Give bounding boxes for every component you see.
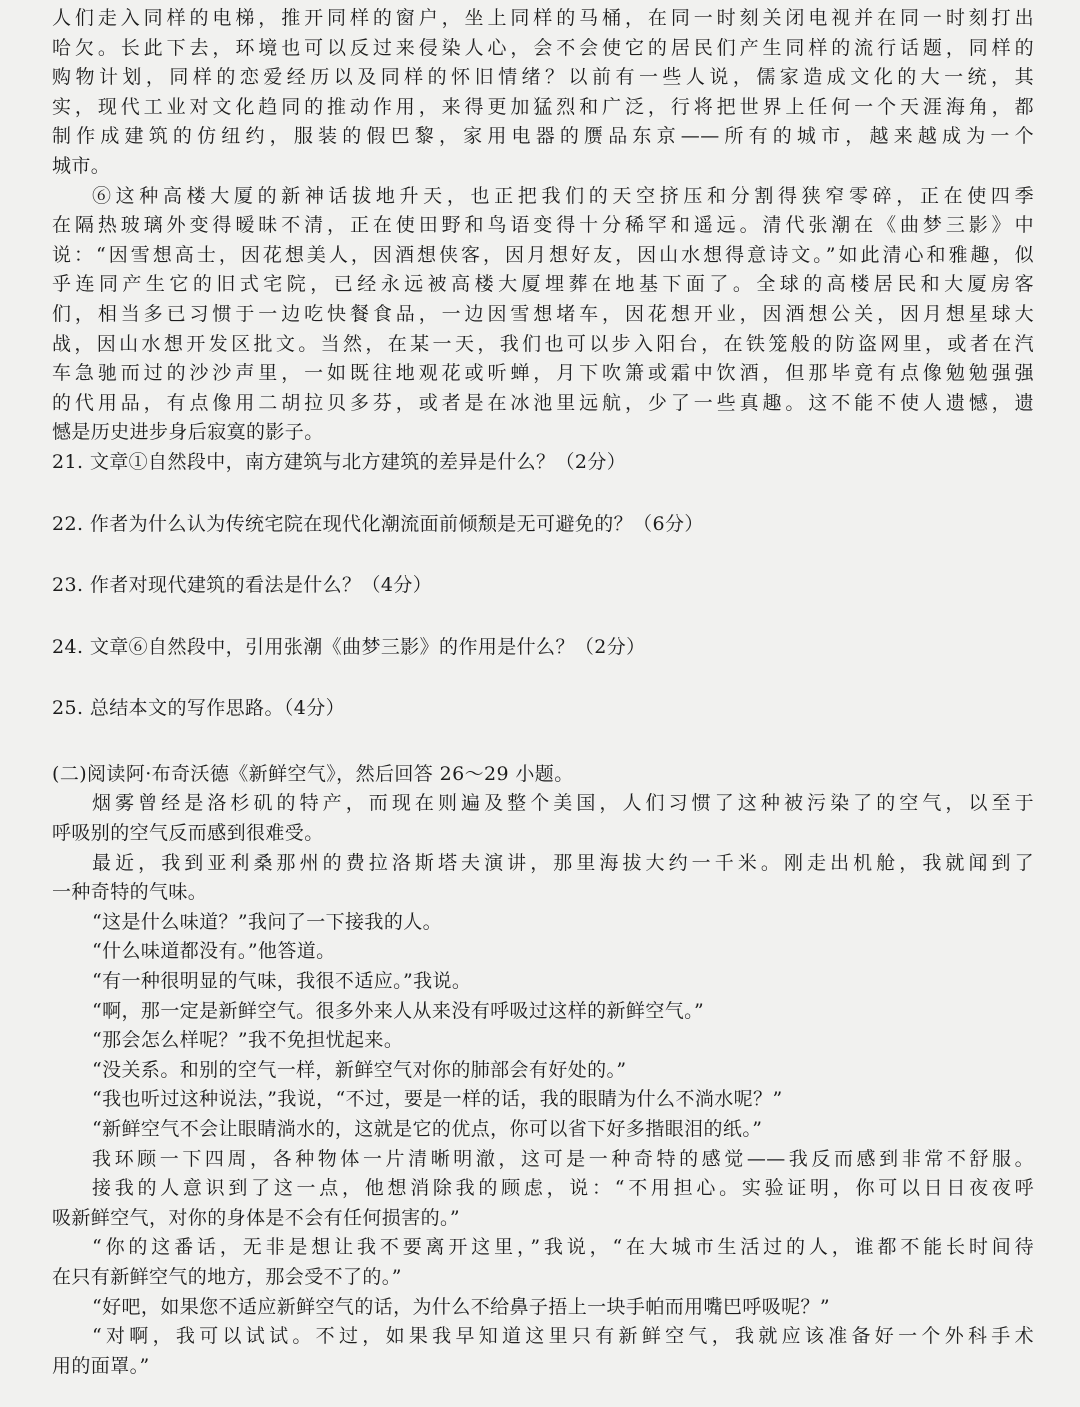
text-line: 人们走入同样的电梯，推开同样的窗户，坐上同样的马桶，在同一时刻关闭电视并在同一时刻打出 bbox=[52, 7, 1034, 29]
paragraph-5-continued bbox=[52, 4, 1034, 182]
text-line: 购物计划，同样的恋爱经历以及同样的怀旧情绪？以前有一些人说，儒家造成文化的大一统，其 bbox=[52, 66, 1034, 89]
text-line: 烟雾曾经是洛杉矶的特产，而现在则遍及整个美国，人们习惯了这种被污染了的空气，以至于 bbox=[92, 792, 1034, 815]
dialogue-line: “这是什么味道？”我问了一下接我的人。 bbox=[92, 910, 443, 933]
dialogue-line: “什么味道都没有。”他答道。 bbox=[92, 940, 336, 963]
question-25: 25. 总结本文的写作思路。（4分） bbox=[52, 697, 346, 720]
text-line: 用的面罩。” bbox=[52, 1354, 150, 1377]
text-line: 制作成建筑的仿纽约，服装的假巴黎，家用电器的赝品东京——所有的城市，越来越成为一个 bbox=[52, 125, 1034, 148]
text-line: 我环顾一下四周，各种物体一片清晰明澈，这可是一种奇特的感觉——我反而感到非常不舒服。 bbox=[92, 1147, 1034, 1170]
answer-space bbox=[52, 724, 1034, 760]
text-line: 在只有新鲜空气的地方，那会受不了的。” bbox=[52, 1265, 402, 1288]
text-line: 的代用品，有点像用二胡拉贝多芬，或者是在冰池里远航，少了一些真趣。这不能不使人遗憾，遗 bbox=[52, 391, 1034, 414]
text-line: 城市。 bbox=[52, 154, 111, 177]
dialogue-line: “新鲜空气不会让眼睛淌水的，这就是它的优点，你可以省下好多揩眼泪的纸。” bbox=[92, 1118, 763, 1140]
dialogue-line: “啊，那一定是新鲜空气。很多外来人从来没有呼吸过这样的新鲜空气。” bbox=[92, 999, 705, 1022]
dialogue-line: “没关系。和别的空气一样，新鲜空气对你的肺部会有好处的。” bbox=[92, 1058, 627, 1081]
answer-space bbox=[52, 601, 1034, 633]
question-24: 24. 文章⑥自然段中，引用张潮《曲梦三影》的作用是什么？（2分） bbox=[52, 635, 646, 658]
text-line: 吸新鲜空气，对你的身体是不会有任何损害的。” bbox=[52, 1206, 461, 1229]
text-line: ⑥这种高楼大厦的新神话拔地升天，也正把我们的天空挤压和分割得狭窄零碎，正在使四季 bbox=[92, 184, 1034, 207]
text-line: 们，相当多已习惯于一边吃快餐食品，一边因雪想堵车，因花想开业，因酒想公关，因月想星球大 bbox=[52, 302, 1034, 325]
dialogue-line: “我也听过这种说法，”我说，“不过，要是一样的话，我的眼睛为什么不淌水呢？” bbox=[92, 1088, 783, 1111]
answer-space bbox=[52, 539, 1034, 571]
text-line: 实，现代工业对文化趋同的推动作用，来得更加猛烈和广泛，行将把世界上任何一个天涯海角，都 bbox=[52, 95, 1034, 118]
question-list bbox=[52, 448, 1034, 760]
question-22: 22. 作者为什么认为传统宅院在现代化潮流面前倾颓是无可避免的？（6分） bbox=[52, 512, 704, 535]
text-line: 车急驰而过的沙沙声里，一如既往地观花或听蝉，月下吹箫或霜中饮酒，但那毕竟有点像勉勉强强 bbox=[52, 362, 1034, 385]
dialogue-line: “有一种很明显的气味，我很不适应。”我说。 bbox=[92, 970, 472, 993]
text-line: 最近，我到亚利桑那州的费拉洛斯塔夫演讲，那里海拔大约一千米。刚走出机舱，我就闻到了 bbox=[92, 851, 1034, 874]
question-21: 21. 文章①自然段中，南方建筑与北方建筑的差异是什么？（2分） bbox=[52, 450, 627, 473]
section-heading: (二)阅读阿·布奇沃德《新鲜空气》，然后回答 26～29 小题。 bbox=[52, 762, 574, 785]
text-line: 在隔热玻璃外变得暧昧不清，正在使田野和鸟语变得十分稀罕和遥远。清代张潮在《曲梦三影》中 bbox=[52, 214, 1034, 237]
text-line: 乎连同产生它的旧式宅院，已经永远被高楼大厦埋葬在地基下面了。全球的高楼居民和大厦房客 bbox=[52, 273, 1034, 296]
question-23: 23. 作者对现代建筑的看法是什么？（4分） bbox=[52, 574, 433, 597]
answer-space bbox=[52, 478, 1034, 510]
text-line: 一种奇特的气味。 bbox=[52, 881, 208, 904]
text-line: 接我的人意识到了这一点，他想消除我的顾虑，说：“不用担心。实验证明，你可以日日夜夜呼 bbox=[92, 1177, 1034, 1200]
dialogue-line: “对啊，我可以试试。不过，如果我早知道这里只有新鲜空气，我就应该准备好一个外科手术 bbox=[92, 1325, 1034, 1348]
dialogue-line: “那会怎么样呢？”我不免担忧起来。 bbox=[92, 1029, 404, 1052]
text-line: 哈欠。长此下去，环境也可以反过来侵染人心，会不会使它的居民们产生同样的流行话题，同样的 bbox=[52, 36, 1034, 59]
dialogue-line: “你的这番话，无非是想让我不要离开这里，”我说，“在大城市生活过的人，谁都不能长时间待 bbox=[92, 1236, 1034, 1259]
text-line: 说：“因雪想高士，因花想美人，因酒想侠客，因月想好友，因山水想得意诗文。”如此清心和雅趣，似 bbox=[52, 243, 1034, 266]
text-line: 呼吸别的空气反而感到很难受。 bbox=[52, 822, 324, 845]
text-line: 战，因山水想开发区批文。当然，在某一天，我们也可以步入阳台，在铁笼般的防盗网里，或者在汽 bbox=[52, 332, 1034, 355]
dialogue-line: “好吧，如果您不适应新鲜空气的话，为什么不给鼻子捂上一块手帕而用嘴巴呼吸呢？” bbox=[92, 1295, 831, 1318]
text-line: 憾是历史进步身后寂寞的影子。 bbox=[52, 421, 324, 444]
answer-space bbox=[52, 662, 1034, 694]
section-2 bbox=[52, 760, 1034, 1381]
paragraph-6 bbox=[52, 182, 1034, 448]
